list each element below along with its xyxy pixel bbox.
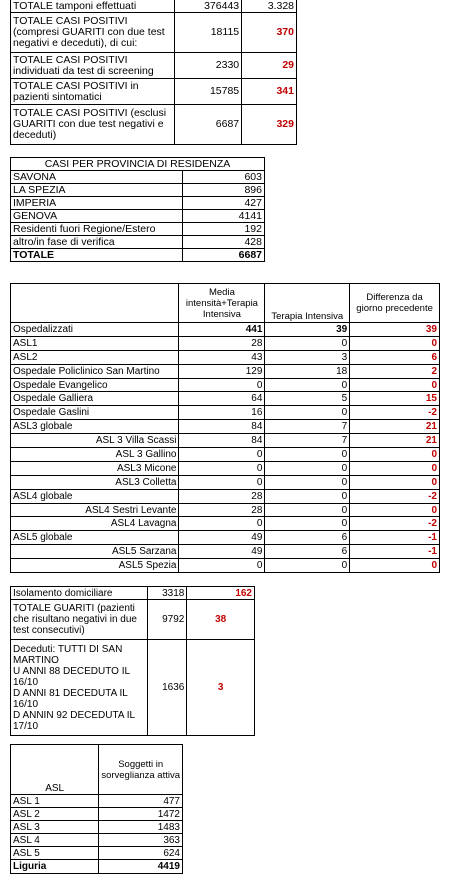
surveillance-col-asl: ASL <box>11 745 99 795</box>
hospital-medium-value: 49 <box>179 531 265 545</box>
hospital-diff-value: -1 <box>350 545 440 559</box>
province-title: CASI PER PROVINCIA DI RESIDENZA <box>11 158 265 171</box>
hospital-medium-value: 0 <box>179 517 265 531</box>
summary-label: TOTALE CASI POSITIVI individuati da test di screening <box>11 53 175 79</box>
province-value: 896 <box>183 184 265 197</box>
hospital-row-label: ASL3 Micone <box>11 461 179 475</box>
province-table <box>10 157 265 262</box>
hospital-diff-value: 39 <box>350 323 440 337</box>
hospital-medium-value: 49 <box>179 545 265 559</box>
hospital-diff-value: -2 <box>350 406 440 420</box>
hospital-icu-value: 0 <box>265 475 350 489</box>
hospital-row <box>11 545 440 559</box>
hospital-icu-value: 6 <box>265 545 350 559</box>
surveillance-header-row <box>11 745 183 795</box>
hospital-header-row <box>11 284 440 323</box>
hospital-row-label: ASL4 globale <box>11 489 179 503</box>
hospital-icu-value: 3 <box>265 350 350 364</box>
summary-label: TOTALE CASI POSITIVI in pazienti sintomatici <box>11 79 175 105</box>
hospital-medium-value: 0 <box>179 378 265 392</box>
hospital-row-label: Ospedale Galliera <box>11 392 179 406</box>
province-value: 603 <box>183 171 265 184</box>
surveillance-label: ASL 2 <box>11 808 99 821</box>
isolation-delta: 38 <box>187 600 255 640</box>
summary-label: TOTALE CASI POSITIVI (compresi GUARITI con due test negativi e deceduti), di cui: <box>11 13 175 53</box>
summary-value: 376443 <box>175 0 242 13</box>
surveillance-value: 1483 <box>99 821 183 834</box>
province-total-value: 6687 <box>183 249 265 262</box>
isolation-label: Deceduti: TUTTI DI SAN MARTINO U ANNI 88 DECEDUTO IL 16/10 D ANNI 81 DECEDUTA IL 16/10 D ANNIN 92 DECEDUTA IL 17/10 <box>11 640 148 736</box>
isolation-label: TOTALE GUARITI (pazienti che risultano negativi in due test consecutivi) <box>11 600 148 640</box>
hospital-icu-value: 0 <box>265 336 350 350</box>
hospital-medium-value: 84 <box>179 434 265 448</box>
hospital-diff-value: 6 <box>350 350 440 364</box>
surveillance-row <box>11 834 183 847</box>
hospital-row <box>11 406 440 420</box>
hospital-diff-value: 21 <box>350 420 440 434</box>
hospital-row <box>11 323 440 337</box>
hospital-diff-value: 0 <box>350 475 440 489</box>
summary-row <box>11 105 297 145</box>
summary-row <box>11 53 297 79</box>
isolation-label: Isolamento domiciliare <box>11 587 148 600</box>
hospital-medium-value: 28 <box>179 489 265 503</box>
hospital-row <box>11 378 440 392</box>
province-row <box>11 223 265 236</box>
surveillance-table <box>10 744 183 874</box>
surveillance-total-value: 4419 <box>99 860 183 874</box>
hospital-icu-value: 5 <box>265 392 350 406</box>
hospital-icu-value: 0 <box>265 503 350 517</box>
hospital-medium-value: 441 <box>179 323 265 337</box>
hospital-medium-value: 0 <box>179 448 265 462</box>
hospital-row-label: ASL5 Sarzana <box>11 545 179 559</box>
isolation-table <box>10 586 255 736</box>
hospital-diff-value: 0 <box>350 559 440 573</box>
hospital-row-label: ASL3 Colletta <box>11 475 179 489</box>
hospital-row-label: ASL5 globale <box>11 531 179 545</box>
hospital-row-label: Ospedale Evangelico <box>11 378 179 392</box>
hospital-diff-value: -2 <box>350 489 440 503</box>
hospital-icu-value: 0 <box>265 378 350 392</box>
hospital-diff-value: -2 <box>350 517 440 531</box>
province-value: 428 <box>183 236 265 249</box>
isolation-value: 1636 <box>148 640 187 736</box>
hospital-row-label: ASL 3 Villa Scassi <box>11 434 179 448</box>
province-label: GENOVA <box>11 210 183 223</box>
surveillance-value: 363 <box>99 834 183 847</box>
hospital-diff-value: 0 <box>350 448 440 462</box>
summary-value: 6687 <box>175 105 242 145</box>
hospital-row-label: ASL4 Sestri Levante <box>11 503 179 517</box>
province-row <box>11 197 265 210</box>
hospital-icu-value: 39 <box>265 323 350 337</box>
hospital-medium-value: 28 <box>179 503 265 517</box>
surveillance-row <box>11 795 183 808</box>
hospital-icu-value: 0 <box>265 517 350 531</box>
province-label: SAVONA <box>11 171 183 184</box>
hospital-medium-value: 28 <box>179 336 265 350</box>
hospital-row <box>11 448 440 462</box>
hospital-medium-value: 84 <box>179 420 265 434</box>
summary-delta: 370 <box>242 13 297 53</box>
hospital-medium-value: 129 <box>179 364 265 378</box>
surveillance-value: 624 <box>99 847 183 860</box>
province-total-label: TOTALE <box>11 249 183 262</box>
summary-row <box>11 79 297 105</box>
hospital-header-medium: Media intensità+Terapia Intensiva <box>179 284 265 323</box>
surveillance-label: ASL 3 <box>11 821 99 834</box>
hospital-medium-value: 64 <box>179 392 265 406</box>
hospital-row <box>11 489 440 503</box>
surveillance-total-row <box>11 860 183 874</box>
isolation-value: 3318 <box>148 587 187 600</box>
hospital-row <box>11 531 440 545</box>
hospital-icu-value: 0 <box>265 448 350 462</box>
hospital-diff-value: 2 <box>350 364 440 378</box>
province-label: altro/in fase di verifica <box>11 236 183 249</box>
province-label: IMPERIA <box>11 197 183 210</box>
hospital-row <box>11 475 440 489</box>
hospital-row-label: Ospedale Policlinico San Martino <box>11 364 179 378</box>
surveillance-label: ASL 1 <box>11 795 99 808</box>
surveillance-total-label: Liguria <box>11 860 99 874</box>
hospital-icu-value: 0 <box>265 406 350 420</box>
hospital-medium-value: 0 <box>179 475 265 489</box>
hospital-table <box>10 283 440 573</box>
hospital-diff-value: 0 <box>350 378 440 392</box>
isolation-row <box>11 640 255 736</box>
summary-label: TOTALE CASI POSITIVI (esclusi GUARITI con due test negativi e deceduti) <box>11 105 175 145</box>
hospital-icu-value: 0 <box>265 489 350 503</box>
hospital-icu-value: 0 <box>265 461 350 475</box>
province-value: 427 <box>183 197 265 210</box>
summary-delta: 341 <box>242 79 297 105</box>
hospital-diff-value: 0 <box>350 503 440 517</box>
isolation-value: 9792 <box>148 600 187 640</box>
hospital-row-label: ASL 3 Gallino <box>11 448 179 462</box>
hospital-diff-value: 0 <box>350 461 440 475</box>
hospital-row <box>11 364 440 378</box>
hospital-row <box>11 559 440 573</box>
province-label: LA SPEZIA <box>11 184 183 197</box>
hospital-row <box>11 517 440 531</box>
summary-value: 18115 <box>175 13 242 53</box>
province-value: 192 <box>183 223 265 236</box>
hospital-icu-value: 7 <box>265 420 350 434</box>
hospital-icu-value: 18 <box>265 364 350 378</box>
hospital-row <box>11 434 440 448</box>
hospital-row <box>11 350 440 364</box>
surveillance-value: 477 <box>99 795 183 808</box>
province-row <box>11 210 265 223</box>
province-total-row <box>11 249 265 262</box>
hospital-row-label: ASL3 globale <box>11 420 179 434</box>
hospital-row-label: ASL4 Lavagna <box>11 517 179 531</box>
summary-row <box>11 0 297 13</box>
hospital-row <box>11 420 440 434</box>
hospital-icu-value: 0 <box>265 559 350 573</box>
hospital-diff-value: 0 <box>350 336 440 350</box>
hospital-medium-value: 16 <box>179 406 265 420</box>
hospital-diff-value: 21 <box>350 434 440 448</box>
summary-delta: 29 <box>242 53 297 79</box>
surveillance-col-value: Soggetti in sorveglianza attiva <box>99 745 183 795</box>
hospital-row <box>11 336 440 350</box>
hospital-medium-value: 0 <box>179 461 265 475</box>
hospital-row <box>11 392 440 406</box>
surveillance-row <box>11 821 183 834</box>
hospital-diff-value: 15 <box>350 392 440 406</box>
summary-table <box>10 0 297 145</box>
province-row <box>11 171 265 184</box>
summary-delta: 3.328 <box>242 0 297 13</box>
hospital-diff-value: -1 <box>350 531 440 545</box>
isolation-delta: 162 <box>187 587 255 600</box>
hospital-row-label: Ospedalizzati <box>11 323 179 337</box>
province-label: Residenti fuori Regione/Estero <box>11 223 183 236</box>
hospital-row <box>11 503 440 517</box>
isolation-delta: 3 <box>187 640 255 736</box>
isolation-row <box>11 587 255 600</box>
hospital-icu-value: 6 <box>265 531 350 545</box>
surveillance-value: 1472 <box>99 808 183 821</box>
hospital-row-label: ASL2 <box>11 350 179 364</box>
province-row <box>11 236 265 249</box>
province-row <box>11 184 265 197</box>
summary-value: 15785 <box>175 79 242 105</box>
hospital-medium-value: 43 <box>179 350 265 364</box>
hospital-row-label: ASL1 <box>11 336 179 350</box>
surveillance-row <box>11 847 183 860</box>
isolation-row <box>11 600 255 640</box>
surveillance-row <box>11 808 183 821</box>
hospital-row <box>11 461 440 475</box>
hospital-header-diff: Differenza da giorno precedente <box>350 284 440 323</box>
summary-delta: 329 <box>242 105 297 145</box>
surveillance-label: ASL 5 <box>11 847 99 860</box>
summary-label: TOTALE tamponi effettuati <box>11 0 175 13</box>
summary-row <box>11 13 297 53</box>
surveillance-label: ASL 4 <box>11 834 99 847</box>
summary-value: 2330 <box>175 53 242 79</box>
hospital-header-icu: Terapia Intensiva <box>265 284 350 323</box>
province-value: 4141 <box>183 210 265 223</box>
hospital-row-label: Ospedale Gaslini <box>11 406 179 420</box>
hospital-medium-value: 0 <box>179 559 265 573</box>
hospital-icu-value: 7 <box>265 434 350 448</box>
hospital-row-label: ASL5 Spezia <box>11 559 179 573</box>
